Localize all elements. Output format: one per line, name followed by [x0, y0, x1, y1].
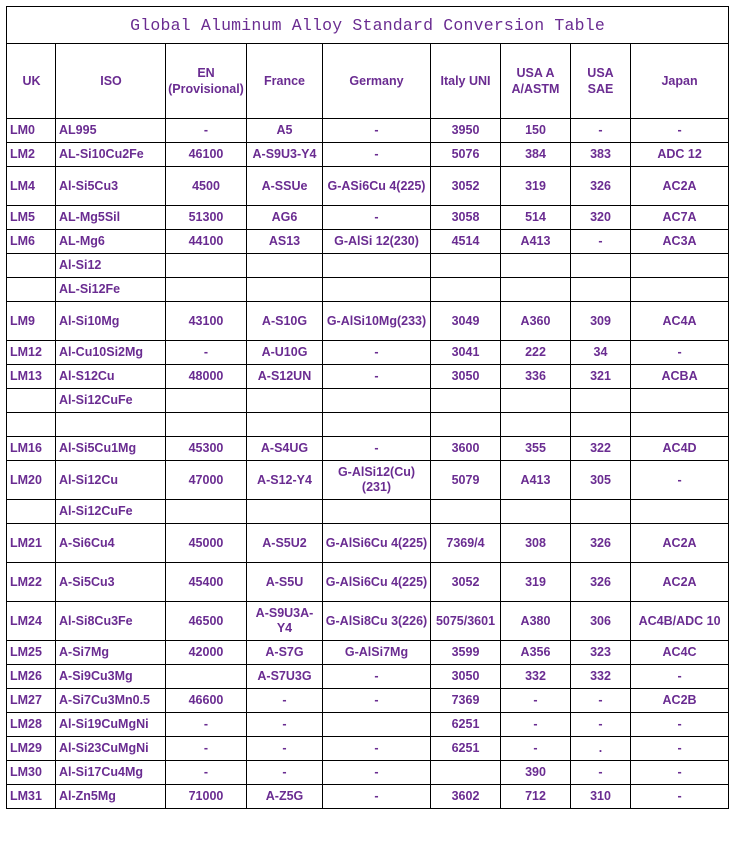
- cell-usa-aa: [501, 278, 571, 302]
- cell-usa-aa: 150: [501, 119, 571, 143]
- cell-en: -: [166, 761, 247, 785]
- cell-italy: 3058: [431, 206, 501, 230]
- cell-japan: AC2A: [631, 167, 729, 206]
- cell-france: [247, 389, 323, 413]
- cell-france: A-S9U3-Y4: [247, 143, 323, 167]
- cell-france: [247, 254, 323, 278]
- cell-japan: [631, 500, 729, 524]
- cell-japan: AC3A: [631, 230, 729, 254]
- cell-en: 71000: [166, 785, 247, 809]
- cell-germany: -: [323, 365, 431, 389]
- cell-uk: LM0: [7, 119, 56, 143]
- cell-usa-aa: 308: [501, 524, 571, 563]
- column-header-germany: Germany: [323, 44, 431, 119]
- cell-germany: -: [323, 119, 431, 143]
- cell-en: -: [166, 341, 247, 365]
- column-header-iso: ISO: [56, 44, 166, 119]
- cell-france: A-S4UG: [247, 437, 323, 461]
- cell-usa-sae: 332: [571, 665, 631, 689]
- column-header-uk: UK: [7, 44, 56, 119]
- cell-germany: -: [323, 689, 431, 713]
- cell-japan: [631, 389, 729, 413]
- cell-uk: LM29: [7, 737, 56, 761]
- cell-italy: 5079: [431, 461, 501, 500]
- cell-france: A-S7U3G: [247, 665, 323, 689]
- cell-italy: [431, 389, 501, 413]
- cell-usa-sae: 305: [571, 461, 631, 500]
- cell-germany: G-AlSi7Mg: [323, 641, 431, 665]
- cell-japan: AC7A: [631, 206, 729, 230]
- cell-usa-aa: -: [501, 689, 571, 713]
- cell-usa-sae: -: [571, 230, 631, 254]
- cell-en: [166, 500, 247, 524]
- table-row: [7, 641, 729, 665]
- cell-usa-sae: -: [571, 119, 631, 143]
- cell-japan: [631, 278, 729, 302]
- cell-iso: Al-Si8Cu3Fe: [56, 602, 166, 641]
- cell-germany: [323, 389, 431, 413]
- cell-uk: LM26: [7, 665, 56, 689]
- cell-uk: LM22: [7, 563, 56, 602]
- cell-japan: AC2A: [631, 524, 729, 563]
- cell-japan: -: [631, 341, 729, 365]
- cell-italy: 3599: [431, 641, 501, 665]
- table-row: [7, 341, 729, 365]
- table-row: [7, 524, 729, 563]
- cell-italy: [431, 254, 501, 278]
- cell-en: 45400: [166, 563, 247, 602]
- table-row: [7, 737, 729, 761]
- cell-en: 46500: [166, 602, 247, 641]
- cell-italy: 7369: [431, 689, 501, 713]
- cell-italy: 3050: [431, 665, 501, 689]
- cell-en: [166, 278, 247, 302]
- cell-iso: A-Si9Cu3Mg: [56, 665, 166, 689]
- cell-japan: -: [631, 737, 729, 761]
- cell-usa-sae: [571, 413, 631, 437]
- column-header-usa-sae: USA SAE: [571, 44, 631, 119]
- cell-japan: [631, 254, 729, 278]
- cell-france: [247, 413, 323, 437]
- cell-japan: AC2B: [631, 689, 729, 713]
- cell-usa-aa: A360: [501, 302, 571, 341]
- cell-iso: Al-Si12CuFe: [56, 389, 166, 413]
- cell-iso: [56, 413, 166, 437]
- cell-france: AG6: [247, 206, 323, 230]
- cell-uk: LM25: [7, 641, 56, 665]
- header-row: [7, 44, 729, 119]
- cell-uk: [7, 413, 56, 437]
- cell-uk: LM5: [7, 206, 56, 230]
- column-header-usa-aa: USA A A/ASTM: [501, 44, 571, 119]
- cell-usa-aa: 384: [501, 143, 571, 167]
- cell-japan: AC4B/ADC 10: [631, 602, 729, 641]
- cell-usa-sae: 321: [571, 365, 631, 389]
- cell-france: A-S12UN: [247, 365, 323, 389]
- cell-iso: Al-Si19CuMgNi: [56, 713, 166, 737]
- cell-usa-aa: -: [501, 737, 571, 761]
- cell-usa-aa: 222: [501, 341, 571, 365]
- cell-usa-aa: A380: [501, 602, 571, 641]
- cell-iso: A-Si7Mg: [56, 641, 166, 665]
- cell-iso: AL-Si12Fe: [56, 278, 166, 302]
- table-row: [7, 689, 729, 713]
- cell-en: 45300: [166, 437, 247, 461]
- table-row: [7, 302, 729, 341]
- cell-usa-sae: -: [571, 761, 631, 785]
- cell-usa-aa: 336: [501, 365, 571, 389]
- cell-uk: LM21: [7, 524, 56, 563]
- cell-en: [166, 389, 247, 413]
- cell-france: A-S12-Y4: [247, 461, 323, 500]
- table-row: [7, 254, 729, 278]
- cell-iso: AL-Si10Cu2Fe: [56, 143, 166, 167]
- table-row: [7, 563, 729, 602]
- cell-germany: [323, 254, 431, 278]
- cell-italy: 5076: [431, 143, 501, 167]
- cell-japan: -: [631, 461, 729, 500]
- cell-japan: AC4D: [631, 437, 729, 461]
- cell-usa-aa: 712: [501, 785, 571, 809]
- cell-usa-sae: 309: [571, 302, 631, 341]
- cell-usa-aa: [501, 500, 571, 524]
- cell-japan: -: [631, 665, 729, 689]
- column-header-en: EN (Provisional): [166, 44, 247, 119]
- cell-germany: -: [323, 437, 431, 461]
- cell-italy: 5075/3601: [431, 602, 501, 641]
- cell-en: 48000: [166, 365, 247, 389]
- cell-france: AS13: [247, 230, 323, 254]
- cell-iso: Al-Si10Mg: [56, 302, 166, 341]
- table-row: [7, 206, 729, 230]
- cell-uk: LM12: [7, 341, 56, 365]
- cell-iso: Al-Si12: [56, 254, 166, 278]
- table-row: [7, 167, 729, 206]
- table-row: [7, 413, 729, 437]
- cell-france: A-S5U: [247, 563, 323, 602]
- cell-germany: -: [323, 665, 431, 689]
- cell-uk: LM6: [7, 230, 56, 254]
- cell-japan: [631, 413, 729, 437]
- column-header-italy: Italy UNI: [431, 44, 501, 119]
- cell-iso: Al-S12Cu: [56, 365, 166, 389]
- cell-iso: Al-Cu10Si2Mg: [56, 341, 166, 365]
- cell-japan: AC4C: [631, 641, 729, 665]
- cell-en: 42000: [166, 641, 247, 665]
- cell-italy: 3041: [431, 341, 501, 365]
- cell-en: 44100: [166, 230, 247, 254]
- cell-germany: [323, 500, 431, 524]
- cell-japan: ACBA: [631, 365, 729, 389]
- table-row: [7, 461, 729, 500]
- cell-usa-aa: 332: [501, 665, 571, 689]
- cell-usa-sae: 320: [571, 206, 631, 230]
- cell-italy: 6251: [431, 713, 501, 737]
- cell-japan: AC2A: [631, 563, 729, 602]
- cell-iso: Al-Si23CuMgNi: [56, 737, 166, 761]
- table-row: [7, 665, 729, 689]
- cell-italy: [431, 500, 501, 524]
- cell-germany: G-AlSi8Cu 3(226): [323, 602, 431, 641]
- cell-germany: G-AlSi 12(230): [323, 230, 431, 254]
- cell-germany: G-AlSi6Cu 4(225): [323, 563, 431, 602]
- cell-en: 51300: [166, 206, 247, 230]
- cell-en: -: [166, 737, 247, 761]
- cell-france: A5: [247, 119, 323, 143]
- cell-uk: LM4: [7, 167, 56, 206]
- cell-france: A-S5U2: [247, 524, 323, 563]
- cell-japan: -: [631, 119, 729, 143]
- cell-iso: Al-Si17Cu4Mg: [56, 761, 166, 785]
- cell-italy: [431, 413, 501, 437]
- table-row: [7, 389, 729, 413]
- cell-usa-sae: 306: [571, 602, 631, 641]
- cell-usa-sae: 383: [571, 143, 631, 167]
- cell-en: 43100: [166, 302, 247, 341]
- cell-iso: Al-Si12Cu: [56, 461, 166, 500]
- cell-usa-aa: [501, 389, 571, 413]
- cell-iso: Al-Si5Cu1Mg: [56, 437, 166, 461]
- cell-france: A-S9U3A-Y4: [247, 602, 323, 641]
- cell-germany: -: [323, 143, 431, 167]
- table-row: [7, 230, 729, 254]
- cell-iso: Al-Zn5Mg: [56, 785, 166, 809]
- cell-usa-sae: [571, 278, 631, 302]
- cell-germany: G-AlSi10Mg(233): [323, 302, 431, 341]
- cell-usa-aa: A413: [501, 230, 571, 254]
- table-title: Global Aluminum Alloy Standard Conversion Table: [7, 7, 729, 44]
- column-header-japan: Japan: [631, 44, 729, 119]
- cell-uk: [7, 254, 56, 278]
- table-row: [7, 278, 729, 302]
- cell-japan: AC4A: [631, 302, 729, 341]
- cell-uk: [7, 389, 56, 413]
- cell-usa-sae: .: [571, 737, 631, 761]
- cell-en: 46100: [166, 143, 247, 167]
- cell-usa-sae: [571, 389, 631, 413]
- cell-france: A-Z5G: [247, 785, 323, 809]
- cell-uk: LM24: [7, 602, 56, 641]
- cell-uk: LM9: [7, 302, 56, 341]
- table-row: [7, 602, 729, 641]
- cell-usa-aa: [501, 413, 571, 437]
- cell-germany: G-AlSi6Cu 4(225): [323, 524, 431, 563]
- conversion-table-container: [6, 6, 728, 809]
- cell-en: [166, 665, 247, 689]
- cell-uk: LM27: [7, 689, 56, 713]
- cell-italy: 7369/4: [431, 524, 501, 563]
- cell-germany: -: [323, 761, 431, 785]
- cell-iso: AL-Mg5Sil: [56, 206, 166, 230]
- table-row: [7, 713, 729, 737]
- cell-iso: AL-Mg6: [56, 230, 166, 254]
- table-row: [7, 365, 729, 389]
- cell-iso: A-Si7Cu3Mn0.5: [56, 689, 166, 713]
- cell-usa-sae: 326: [571, 524, 631, 563]
- cell-en: 4500: [166, 167, 247, 206]
- cell-usa-sae: -: [571, 713, 631, 737]
- table-row: [7, 785, 729, 809]
- cell-germany: [323, 278, 431, 302]
- cell-iso: A-Si6Cu4: [56, 524, 166, 563]
- cell-france: A-SSUe: [247, 167, 323, 206]
- cell-en: 47000: [166, 461, 247, 500]
- cell-usa-aa: A413: [501, 461, 571, 500]
- cell-uk: LM16: [7, 437, 56, 461]
- cell-iso: Al-Si5Cu3: [56, 167, 166, 206]
- cell-italy: 4514: [431, 230, 501, 254]
- cell-japan: -: [631, 785, 729, 809]
- cell-uk: LM13: [7, 365, 56, 389]
- cell-uk: [7, 278, 56, 302]
- cell-germany: -: [323, 341, 431, 365]
- cell-usa-aa: [501, 254, 571, 278]
- cell-usa-sae: [571, 500, 631, 524]
- cell-en: -: [166, 713, 247, 737]
- cell-france: [247, 500, 323, 524]
- cell-usa-aa: 514: [501, 206, 571, 230]
- cell-france: -: [247, 689, 323, 713]
- cell-france: A-U10G: [247, 341, 323, 365]
- cell-germany: G-ASi6Cu 4(225): [323, 167, 431, 206]
- cell-italy: 3052: [431, 563, 501, 602]
- cell-usa-sae: -: [571, 689, 631, 713]
- cell-en: -: [166, 119, 247, 143]
- cell-italy: [431, 278, 501, 302]
- cell-italy: 3600: [431, 437, 501, 461]
- cell-uk: LM2: [7, 143, 56, 167]
- cell-italy: 3052: [431, 167, 501, 206]
- cell-en: [166, 413, 247, 437]
- cell-italy: 6251: [431, 737, 501, 761]
- table-row: [7, 761, 729, 785]
- cell-iso: AL995: [56, 119, 166, 143]
- cell-japan: ADC 12: [631, 143, 729, 167]
- cell-en: [166, 254, 247, 278]
- table-row: [7, 143, 729, 167]
- cell-usa-sae: [571, 254, 631, 278]
- cell-france: [247, 278, 323, 302]
- cell-france: -: [247, 761, 323, 785]
- cell-usa-sae: 322: [571, 437, 631, 461]
- cell-germany: -: [323, 785, 431, 809]
- cell-usa-aa: -: [501, 713, 571, 737]
- cell-en: 46600: [166, 689, 247, 713]
- alloy-conversion-table: [6, 6, 729, 809]
- cell-france: -: [247, 713, 323, 737]
- column-header-france: France: [247, 44, 323, 119]
- cell-uk: LM31: [7, 785, 56, 809]
- cell-germany: [323, 713, 431, 737]
- table-row: [7, 500, 729, 524]
- cell-uk: LM30: [7, 761, 56, 785]
- cell-italy: 3950: [431, 119, 501, 143]
- cell-usa-sae: 326: [571, 167, 631, 206]
- cell-italy: 3049: [431, 302, 501, 341]
- cell-italy: [431, 761, 501, 785]
- cell-japan: -: [631, 761, 729, 785]
- cell-en: 45000: [166, 524, 247, 563]
- cell-usa-sae: 326: [571, 563, 631, 602]
- cell-germany: -: [323, 206, 431, 230]
- cell-uk: [7, 500, 56, 524]
- cell-uk: LM28: [7, 713, 56, 737]
- cell-usa-aa: 390: [501, 761, 571, 785]
- cell-usa-sae: 310: [571, 785, 631, 809]
- cell-germany: -: [323, 737, 431, 761]
- cell-usa-aa: 319: [501, 563, 571, 602]
- cell-italy: 3050: [431, 365, 501, 389]
- cell-usa-aa: 355: [501, 437, 571, 461]
- cell-usa-aa: A356: [501, 641, 571, 665]
- cell-germany: G-AlSi12(Cu) (231): [323, 461, 431, 500]
- cell-france: -: [247, 737, 323, 761]
- cell-iso: Al-Si12CuFe: [56, 500, 166, 524]
- cell-italy: 3602: [431, 785, 501, 809]
- cell-iso: A-Si5Cu3: [56, 563, 166, 602]
- cell-france: A-S7G: [247, 641, 323, 665]
- cell-france: A-S10G: [247, 302, 323, 341]
- cell-usa-sae: 34: [571, 341, 631, 365]
- cell-usa-aa: 319: [501, 167, 571, 206]
- cell-germany: [323, 413, 431, 437]
- cell-japan: -: [631, 713, 729, 737]
- table-body: [7, 119, 729, 809]
- cell-uk: LM20: [7, 461, 56, 500]
- table-row: [7, 119, 729, 143]
- cell-usa-sae: 323: [571, 641, 631, 665]
- table-row: [7, 437, 729, 461]
